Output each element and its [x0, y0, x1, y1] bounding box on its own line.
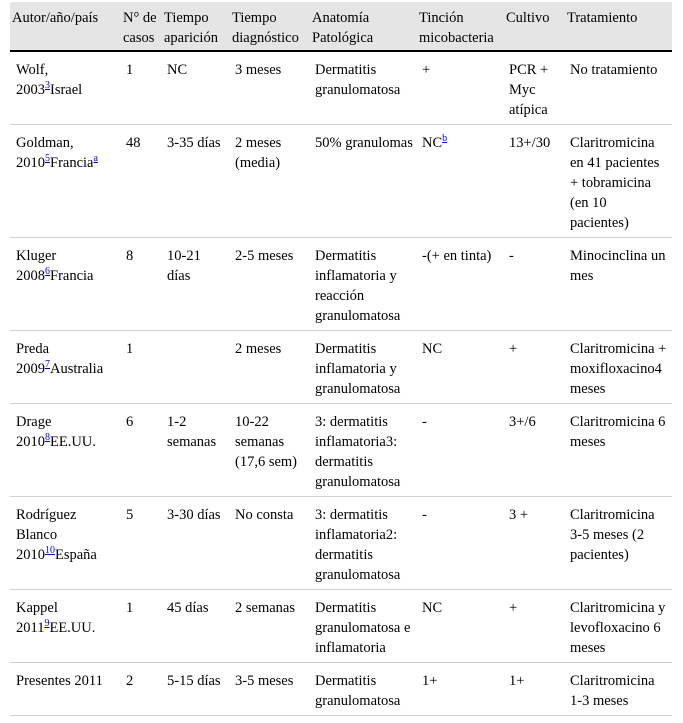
reference-link[interactable]: 10	[45, 545, 55, 557]
author-country: Francia	[50, 155, 94, 171]
cell-author	[10, 51, 120, 125]
table-row	[10, 331, 672, 404]
cell-cases: 1	[120, 331, 161, 404]
cell-stain	[416, 331, 503, 404]
cell-stain	[416, 590, 503, 663]
cell-diagnosis: 3 meses	[229, 51, 309, 125]
cell-cases: 8	[120, 238, 161, 331]
cell-diagnosis: 2-5 meses	[229, 238, 309, 331]
stain-value: -	[422, 414, 427, 430]
cell-stain	[416, 497, 503, 590]
table-row	[10, 404, 672, 497]
cell-cases: 5	[120, 497, 161, 590]
stain-value: NC	[422, 135, 443, 151]
author-name: Preda 2009	[16, 341, 50, 377]
cell-pathology: 3: dermatitis inflamatoria2: dermatitis granulomatosa	[309, 497, 416, 590]
author-name: Kappel 2011	[16, 600, 58, 636]
cell-cases: 6	[120, 404, 161, 497]
cell-culture: 13+/30	[503, 125, 564, 238]
footnote-link[interactable]: b	[442, 133, 448, 145]
header-pathology: Anatomía Patológica	[309, 2, 416, 51]
cell-author	[10, 125, 120, 238]
cell-author	[10, 331, 120, 404]
cell-stain	[416, 663, 503, 716]
cell-culture: +	[503, 590, 564, 663]
header-author: Autor/año/país	[10, 2, 120, 51]
cell-pathology: 50% granulomas	[309, 125, 416, 238]
author-name: Presentes 2011	[16, 673, 103, 689]
cell-culture: 3+/6	[503, 404, 564, 497]
table-row	[10, 590, 672, 663]
cell-diagnosis: 10-22 semanas (17,6 sem)	[229, 404, 309, 497]
cell-treatment: Claritromicina 3-5 meses (2 pacientes)	[564, 497, 672, 590]
cell-cases: 1	[120, 590, 161, 663]
stain-value: NC	[422, 600, 443, 616]
cell-stain	[416, 51, 503, 125]
header-culture: Cultivo	[503, 2, 564, 51]
cell-cases: 2	[120, 663, 161, 716]
header-onset: Tiempo aparición	[161, 2, 229, 51]
author-country: Israel	[50, 82, 83, 98]
cell-diagnosis: 2 meses	[229, 331, 309, 404]
cell-pathology: Dermatitis inflamatoria y reacción granulomatosa	[309, 238, 416, 331]
cell-onset: 45 días	[161, 590, 229, 663]
author-name: Goldman, 2010	[16, 135, 74, 171]
cell-treatment: Claritromicina en 41 pacientes + tobramicina (en 10 pacientes)	[564, 125, 672, 238]
cell-onset: NC	[161, 51, 229, 125]
table-row	[10, 51, 672, 125]
cell-onset: 10-21 días	[161, 238, 229, 331]
cell-pathology: Dermatitis granulomatosa	[309, 51, 416, 125]
header-stain: Tinción micobacteria	[416, 2, 503, 51]
cell-pathology: Dermatitis inflamatoria y granulomatosa	[309, 331, 416, 404]
cell-author	[10, 238, 120, 331]
author-name: Drage 2010	[16, 414, 52, 450]
cell-stain	[416, 238, 503, 331]
author-country: Francia	[50, 268, 94, 284]
cell-culture: -	[503, 238, 564, 331]
cell-stain	[416, 125, 503, 238]
reference-link[interactable]: 7	[45, 359, 50, 371]
cell-treatment: Claritromicina 1-3 meses	[564, 663, 672, 716]
cell-author	[10, 663, 120, 716]
cell-author	[10, 497, 120, 590]
cell-treatment: No tratamiento	[564, 51, 672, 125]
reference-link[interactable]: 8	[45, 432, 50, 444]
cell-cases: 1	[120, 51, 161, 125]
cell-author	[10, 590, 120, 663]
cell-culture: 3 +	[503, 497, 564, 590]
cell-pathology: 3: dermatitis inflamatoria3: dermatitis granulomatosa	[309, 404, 416, 497]
cell-culture: 1+	[503, 663, 564, 716]
cell-treatment: Minocinclina un mes	[564, 238, 672, 331]
cell-pathology: Dermatitis granulomatosa	[309, 663, 416, 716]
table-header-row	[10, 2, 672, 51]
cell-cases: 48	[120, 125, 161, 238]
reference-link[interactable]: 6	[45, 266, 50, 278]
case-series-table	[10, 2, 672, 716]
author-country: EE.UU.	[50, 434, 96, 450]
cell-author	[10, 404, 120, 497]
cell-diagnosis: 3-5 meses	[229, 663, 309, 716]
header-diagnosis: Tiempo diagnóstico	[229, 2, 309, 51]
header-cases: N° de casos	[120, 2, 161, 51]
stain-value: NC	[422, 341, 443, 357]
reference-link[interactable]: 3	[45, 80, 50, 92]
stain-value: -	[422, 507, 427, 523]
cell-onset: 5-15 días	[161, 663, 229, 716]
header-treatment: Tratamiento	[564, 2, 672, 51]
reference-link[interactable]: 9	[44, 618, 50, 630]
cell-treatment: Claritromicina y levofloxacino 6 meses	[564, 590, 672, 663]
stain-value: -(+ en tinta)	[422, 248, 492, 264]
cell-diagnosis: No consta	[229, 497, 309, 590]
footnote-link[interactable]: a	[93, 153, 98, 165]
table-row	[10, 663, 672, 716]
cell-diagnosis: 2 semanas	[229, 590, 309, 663]
author-country: Australia	[50, 361, 104, 377]
author-country: EE.UU.	[49, 620, 96, 636]
author-country: España	[55, 547, 97, 563]
author-name: Kluger 2008	[16, 248, 57, 284]
cell-culture: PCR + Myc atípica	[503, 51, 564, 125]
cell-stain	[416, 404, 503, 497]
cell-onset: 1-2 semanas	[161, 404, 229, 497]
cell-treatment: Claritromicina + moxifloxacino4 meses	[564, 331, 672, 404]
cell-pathology: Dermatitis granulomatosa e inflamatoria	[309, 590, 416, 663]
cell-culture: +	[503, 331, 564, 404]
author-name: Rodríguez Blanco 2010	[16, 507, 77, 563]
stain-value: +	[422, 62, 431, 78]
cell-onset: 3-30 días	[161, 497, 229, 590]
stain-value: 1+	[422, 673, 438, 689]
cell-diagnosis: 2 meses (media)	[229, 125, 309, 238]
cell-onset	[161, 331, 229, 404]
table-row	[10, 238, 672, 331]
table-row	[10, 125, 672, 238]
cell-treatment: Claritromicina 6 meses	[564, 404, 672, 497]
reference-link[interactable]: 5	[45, 153, 50, 165]
table-row	[10, 497, 672, 590]
author-name: Wolf, 2003	[16, 62, 49, 98]
cell-onset: 3-35 días	[161, 125, 229, 238]
